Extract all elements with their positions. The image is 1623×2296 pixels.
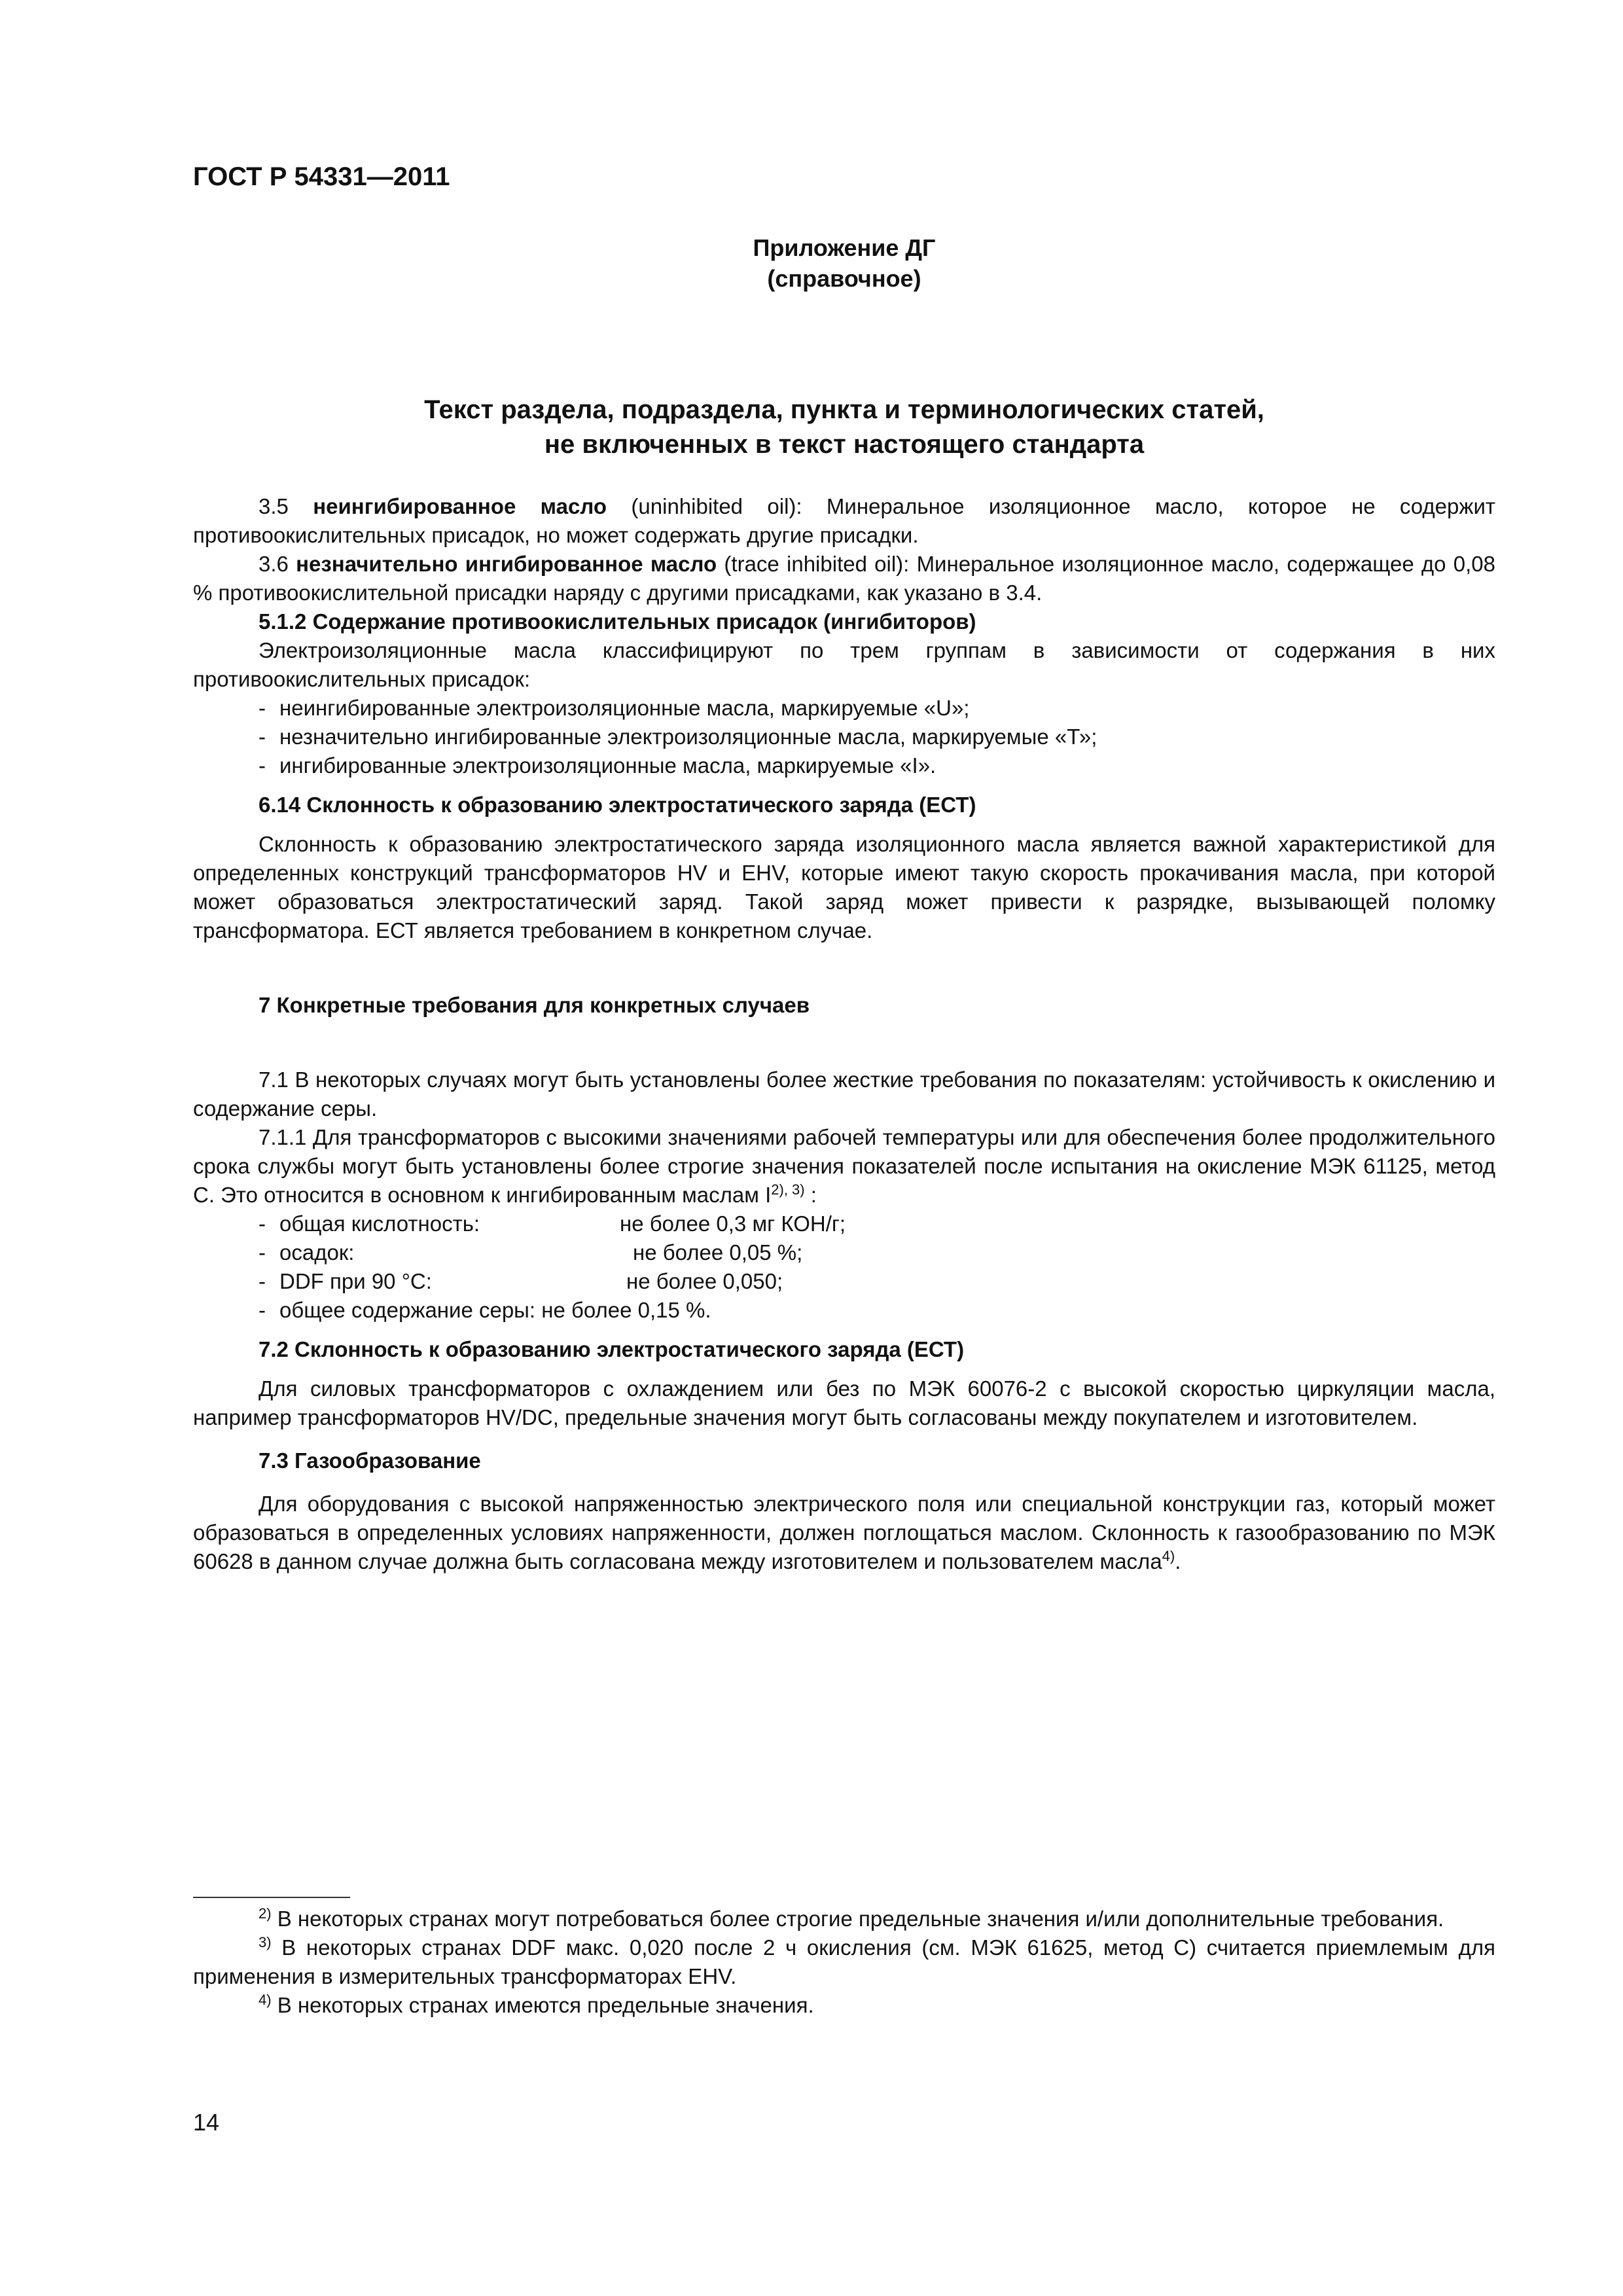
section-7-2-heading: 7.2 Склонность к образованию электростатического заряда (ЕСТ) [259, 1337, 965, 1361]
list-item: - общее содержание серы: не более 0,15 %. [259, 1298, 711, 1322]
main-title [193, 393, 1495, 462]
annex-kind: (справочное) [767, 265, 921, 292]
term-3-5-number: 3.5 [259, 494, 289, 518]
footnote-3: $^{3)}$ В некоторых странах DDF макс. 0,020 после 2 ч окисления (см. МЭК 61625, метод С) считается приемлемым для применения в измерительных трансформаторах EHV. [193, 1934, 1495, 1988]
term-3-6 [193, 550, 1495, 607]
section-7-3-text: Для оборудования с высокой напряженностью электрического поля или специальной конструкции газ, который может образоваться в определенных условиях напряженности, должен поглощаться маслом. Склонность к газообразованию по МЭК 60628 в данном случае должна быть согласована между изготовителем и пользователем масла$^{4)}$. [193, 1492, 1495, 1573]
term-3-5-definition: (uninhibited oil): Минеральное изоляционное масло, которое не содержит противоокислительных присадок, но может содержать другие присадки. [193, 494, 1495, 547]
annex-heading [193, 232, 1495, 294]
list-item: - осадок: не более 0,05 %; [259, 1240, 803, 1265]
footnote-ref: 2), 3) [771, 1181, 805, 1198]
main-title-line-1: Текст раздела, подраздела, пункта и терминологических статей, [424, 395, 1264, 424]
term-3-6-number: 3.6 [259, 552, 289, 576]
section-5-1-2-text: Электроизоляционные масла классифицируют по трем группам в зависимости от содержания в них противоокислительных присадок: [193, 638, 1495, 691]
term-3-6-definition: (trace inhibited oil): Минеральное изоляционное масло, содержащее до 0,08 % противоокислительной присадки наряду с другими присадками, как указано в 3.4. [193, 552, 1495, 605]
footnote-4: $^{4)}$ В некоторых странах имеются предельные значения. [259, 1992, 814, 2017]
section-6-14-text: Склонность к образованию электростатического заряда изоляционного масла является важной характеристикой для определенных конструкций трансформаторов HV и EHV, которые имеют такую скорость прокачивания масла, при которой может образоваться электростатический заряд. Такой заряд может привести к разрядке, вызывающей поломку трансформатора. ЕСТ является требованием в конкретном случае. [193, 832, 1495, 942]
list-item: - ингибированные электроизоляционные масла, маркируемые «I». [259, 753, 936, 778]
section-7-2-text: Для силовых трансформаторов с охлаждением или без по МЭК 60076-2 с высокой скоростью циркуляции масла, например трансформаторов HV/DC, предельные значения могут быть согласованы между покупателем и изготовителем. [193, 1376, 1495, 1429]
section-6-14-heading: 6.14 Склонность к образованию электростатического заряда (ЕСТ) [259, 793, 976, 817]
page-number: 14 [193, 2109, 220, 2136]
section-7-heading: 7 Конкретные требования для конкретных случаев [259, 993, 810, 1017]
section-7-3-heading: 7.3 Газообразование [259, 1448, 481, 1473]
term-3-6-name: незначительно ингибированное масло [296, 552, 717, 576]
main-title-line-2: не включенных в текст настоящего стандарта [544, 430, 1145, 459]
term-3-5 [193, 492, 1495, 550]
footnote-2: $^{2)}$ В некоторых странах могут потребоваться более строгие предельные значения и/или дополнительные требования. [259, 1905, 1444, 1931]
section-7-1-text: 7.1 В некоторых случаях могут быть установлены более жесткие требования по показателям: устойчивость к окислению и содержание серы. [193, 1067, 1495, 1121]
list-item: - незначительно ингибированные электроизоляционные масла, маркируемые «Т»; [259, 725, 1097, 749]
document-body [193, 492, 1495, 1576]
section-7-1-1-text: 7.1.1 Для трансформаторов с высокими значениями рабочей температуры или для обеспечения более продолжительного срока службы могут быть установлены более строгие значения показателей после испытания на окисление МЭК 61125, метод С. Это относится в основном к ингибированным маслам $I^{2), 3)}$ : [193, 1125, 1495, 1207]
footnotes [193, 1905, 1495, 2020]
list-item: - общая кислотность: не более 0,3 мг КОН/г; [259, 1211, 846, 1236]
footnote-ref: 4) [1162, 1548, 1175, 1564]
term-3-5-name: неингибированное масло [313, 494, 607, 518]
footnote-divider [193, 1897, 350, 1898]
list-item: - DDF при 90 °С: не более 0,050; [259, 1269, 783, 1293]
section-5-1-2-heading: 5.1.2 Содержание противоокислительных присадок (ингибиторов) [259, 609, 976, 634]
list-item: - неингибированные электроизоляционные масла, маркируемые «U»; [259, 696, 970, 720]
document-code: ГОСТ Р 54331—2011 [193, 162, 450, 191]
annex-title: Приложение ДГ [753, 234, 936, 261]
